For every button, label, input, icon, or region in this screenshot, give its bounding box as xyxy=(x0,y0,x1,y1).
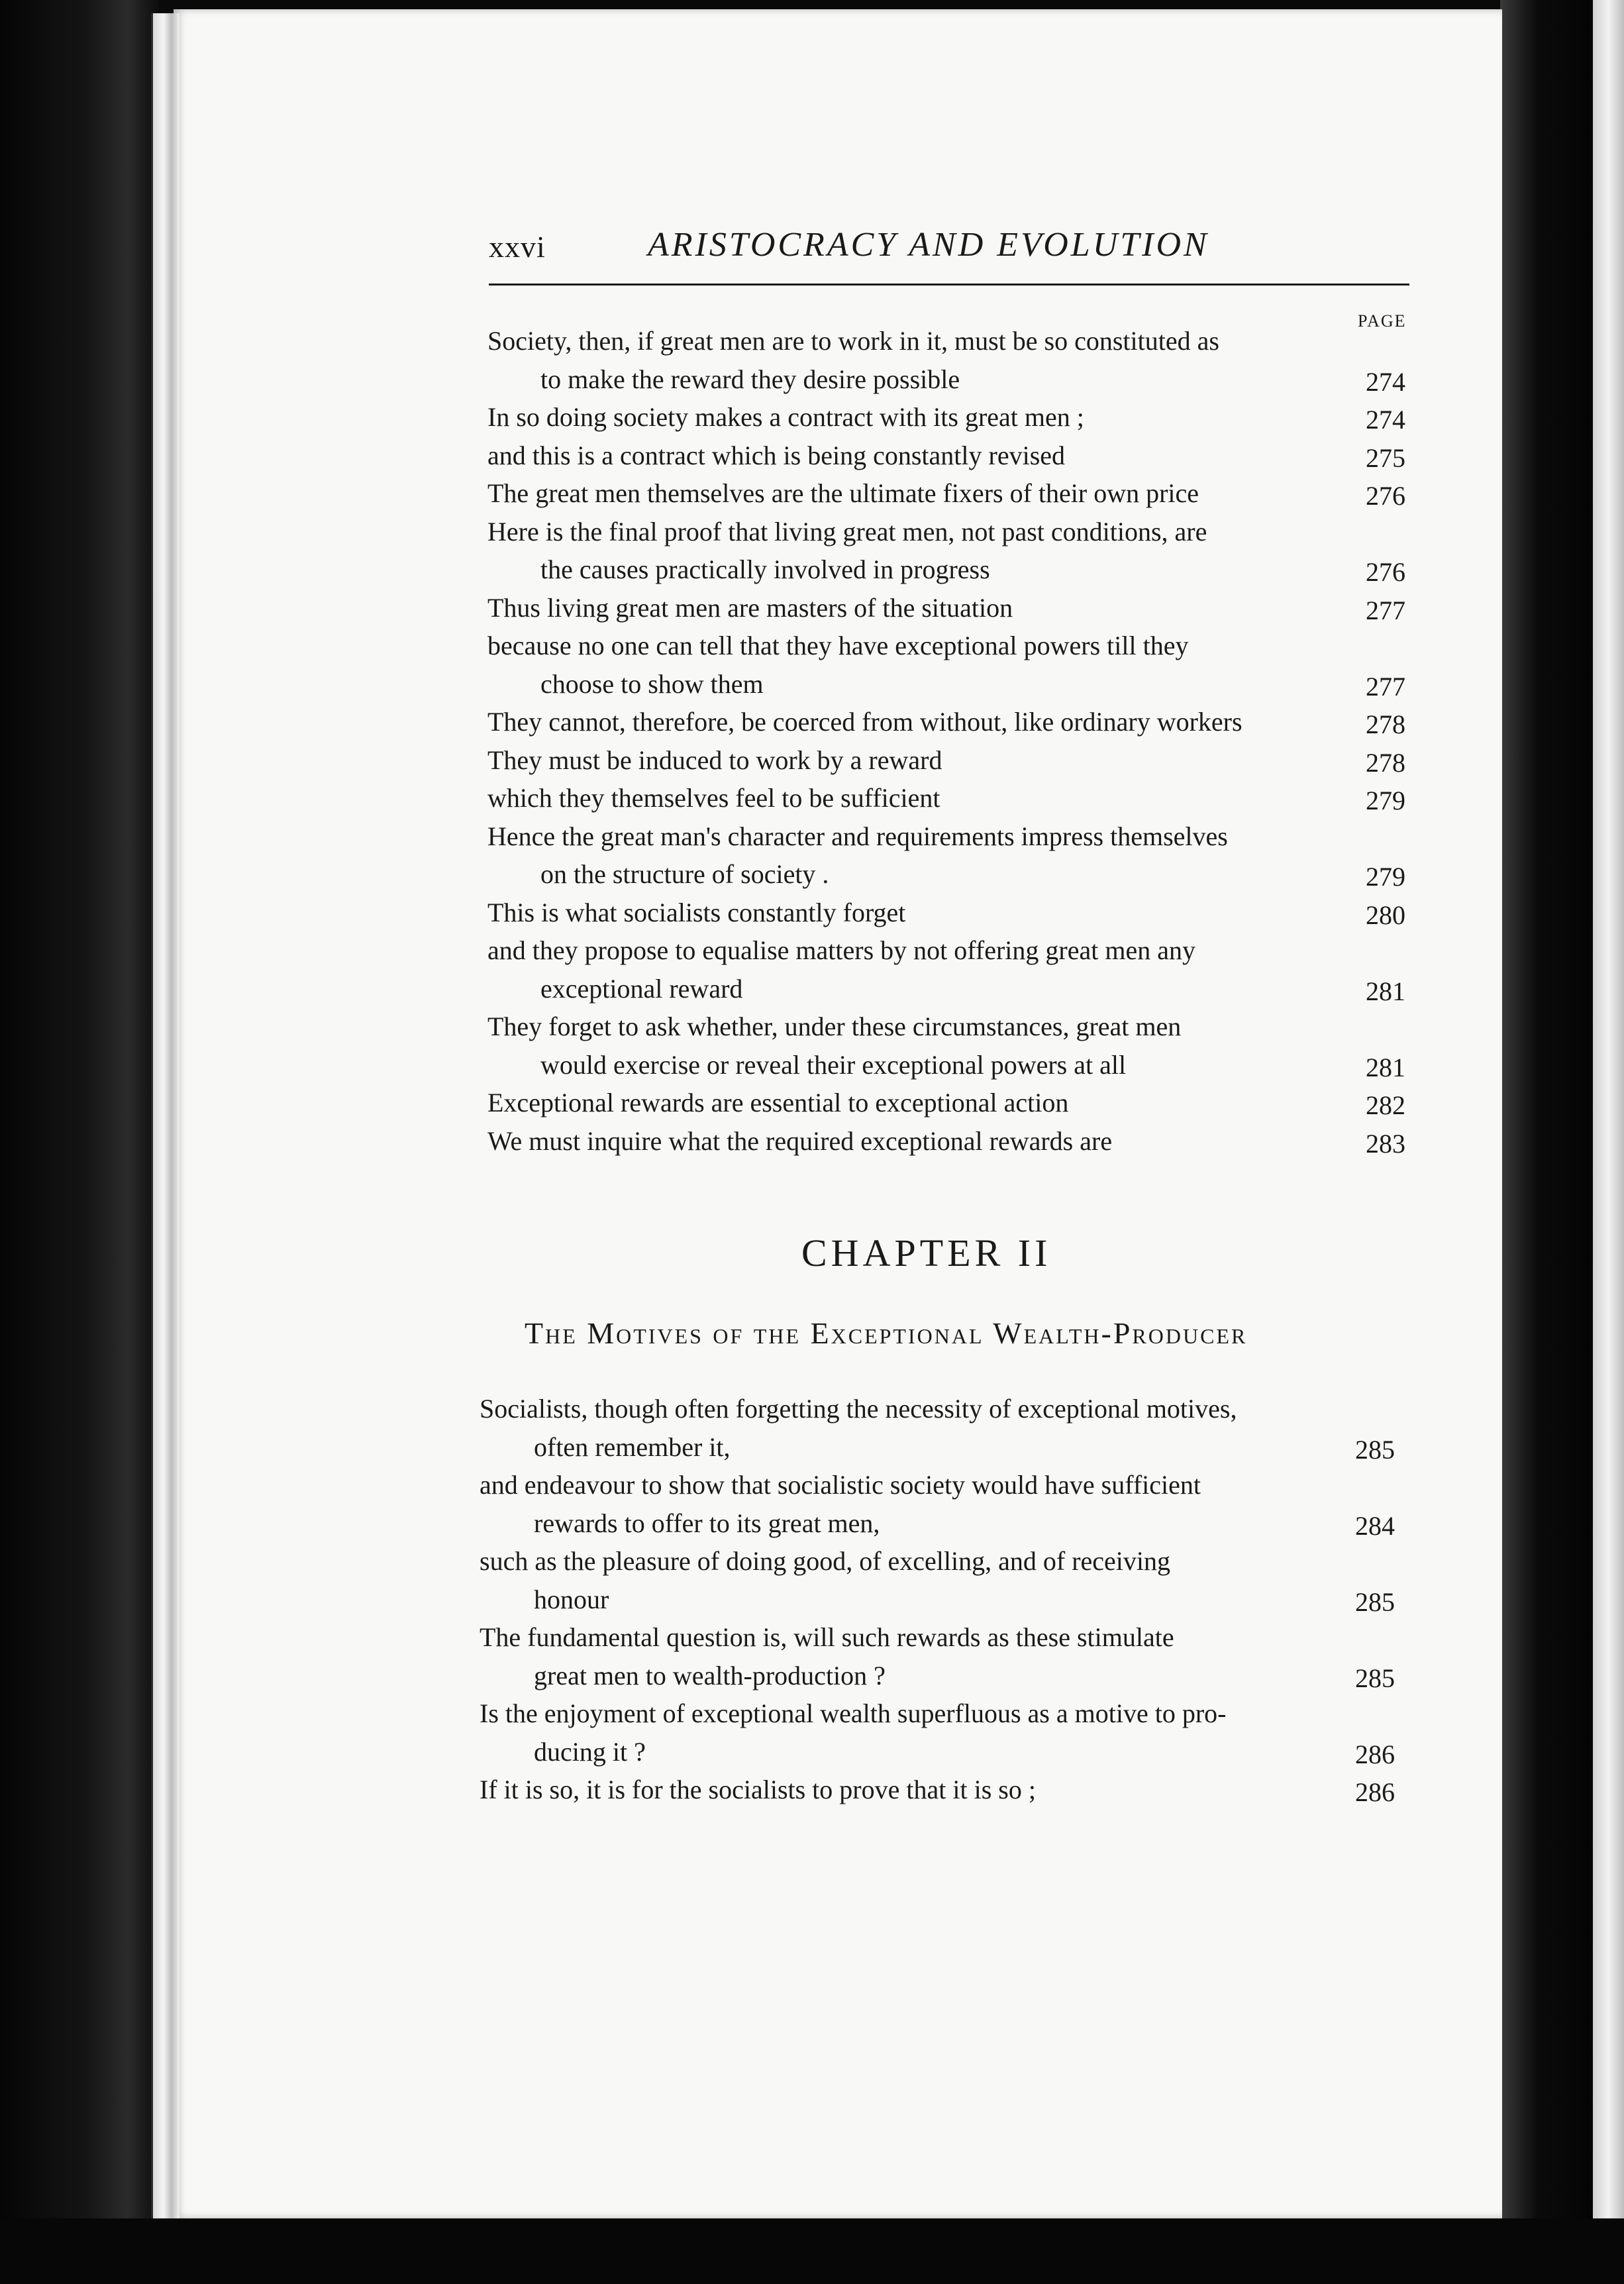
contents-entry-text: would exercise or reveal their exceptional powers at all xyxy=(540,1049,1127,1080)
contents-entry-page: 279 xyxy=(1366,786,1405,815)
contents-entry-text: and this is a contract which is being constantly revised xyxy=(487,440,1066,470)
contents-entry-text: Society, then, if great men are to work in it, must be so constituted as xyxy=(487,326,1219,356)
contents-entry-text: because no one can tell that they have exceptional powers till they xyxy=(487,631,1189,660)
contents-entry-page: 275 xyxy=(1366,442,1405,473)
contents-entry-text: Exceptional rewards are essential to exceptional action xyxy=(487,1088,1069,1117)
chapter-heading: CHAPTER II xyxy=(801,1231,1052,1274)
contents-entry-page: 284 xyxy=(1355,1510,1395,1541)
contents-entry-text: exceptional reward xyxy=(540,973,743,1004)
contents-entry-page: 283 xyxy=(1366,1128,1405,1159)
contents-entry-text: They cannot, therefore, be coerced from without, like ordinary workers xyxy=(487,707,1243,737)
header-rule xyxy=(489,284,1409,286)
contents-entry-text: rewards to offer to its great men, xyxy=(534,1508,880,1538)
contents-entry-text: They forget to ask whether, under these circumstances, great men xyxy=(487,1012,1182,1041)
contents-entry-text: In so doing society makes a contract with its great men ; xyxy=(487,402,1084,432)
contents-entry-text: They must be induced to work by a reward xyxy=(487,745,942,775)
contents-entry-page: 276 xyxy=(1366,481,1405,511)
contents-entry-text: We must inquire what the required exceptional rewards are xyxy=(487,1125,1113,1156)
contents-entry-text: and they propose to equalise matters by not offering great men any xyxy=(487,935,1195,965)
book-binding-left xyxy=(0,0,159,2284)
book-title: ARISTOCRACY AND EVOLUTION xyxy=(648,226,1209,264)
contents-entry-text: Is the enjoyment of exceptional wealth superfluous as a motive to pro- xyxy=(480,1698,1227,1728)
contents-entry-page: 281 xyxy=(1366,976,1405,1006)
contents-entry-page: 285 xyxy=(1355,1663,1395,1693)
contents-entry-page: 277 xyxy=(1366,595,1405,625)
contents-entry-text: and endeavour to show that socialistic society would have sufficient xyxy=(480,1470,1201,1500)
contents-entry-page: 285 xyxy=(1355,1434,1395,1465)
contents-entry-text: If it is so, it is for the socialists to prove that it is so ; xyxy=(480,1775,1036,1804)
contents-entry-page: 281 xyxy=(1366,1052,1405,1082)
contents-entry-text: Hence the great man's character and requirements impress themselves xyxy=(487,821,1228,851)
contents-entry-page: 286 xyxy=(1355,1777,1395,1807)
contents-entry-text: the causes practically involved in progress xyxy=(540,554,990,584)
contents-entry-text: The fundamental question is, will such rewards as these stimulate xyxy=(480,1622,1174,1652)
scan-border-bottom xyxy=(0,2218,1624,2284)
page-edge-left xyxy=(151,13,179,2219)
contents-entry-page: 278 xyxy=(1366,747,1405,778)
contents-entry-text: to make the reward they desire possible xyxy=(540,364,960,394)
contents-entry-page: 276 xyxy=(1366,557,1405,587)
chapter-subtitle: The Motives of the Exceptional Wealth-Producer xyxy=(525,1316,1248,1350)
contents-entry-text: The great men themselves are the ultimate fixers of their own price xyxy=(487,478,1199,508)
contents-entry-text: honour xyxy=(534,1584,609,1614)
contents-entry-page: 285 xyxy=(1355,1586,1395,1617)
contents-entry-page: 280 xyxy=(1366,900,1405,930)
page-number: xxvi xyxy=(489,230,546,264)
contents-entry-page: 277 xyxy=(1366,671,1405,701)
contents-entry-text: Here is the final proof that living great men, not past conditions, are xyxy=(487,516,1207,546)
contents-entry-text: often remember it, xyxy=(534,1431,731,1462)
page-column-label: PAGE xyxy=(1358,311,1407,331)
contents-entry-page: 282 xyxy=(1366,1090,1405,1120)
contents-entry-text: Thus living great men are masters of the situation xyxy=(487,592,1013,623)
contents-entry-page: 279 xyxy=(1366,862,1405,892)
contents-entry-page: 274 xyxy=(1366,405,1405,435)
running-head xyxy=(489,226,1409,282)
contents-entry-text: on the structure of society . xyxy=(540,859,829,889)
facing-page-edge xyxy=(1593,0,1624,2284)
contents-entry-text: ducing it ? xyxy=(534,1736,646,1767)
contents-entry-page: 274 xyxy=(1366,366,1405,397)
contents-entry-text: This is what socialists constantly forget xyxy=(487,897,906,927)
contents-entry-text: which they themselves feel to be sufficient xyxy=(487,783,940,813)
contents-entry-text: such as the pleasure of doing good, of excelling, and of receiving xyxy=(480,1546,1171,1576)
contents-entry-page: 286 xyxy=(1355,1739,1395,1769)
contents-entry-text: great men to wealth-production ? xyxy=(534,1660,886,1690)
contents-entry-text: choose to show them xyxy=(540,668,764,699)
contents-entry-page: 278 xyxy=(1366,709,1405,739)
contents-entry-text: Socialists, though often forgetting the necessity of exceptional motives, xyxy=(480,1394,1237,1424)
